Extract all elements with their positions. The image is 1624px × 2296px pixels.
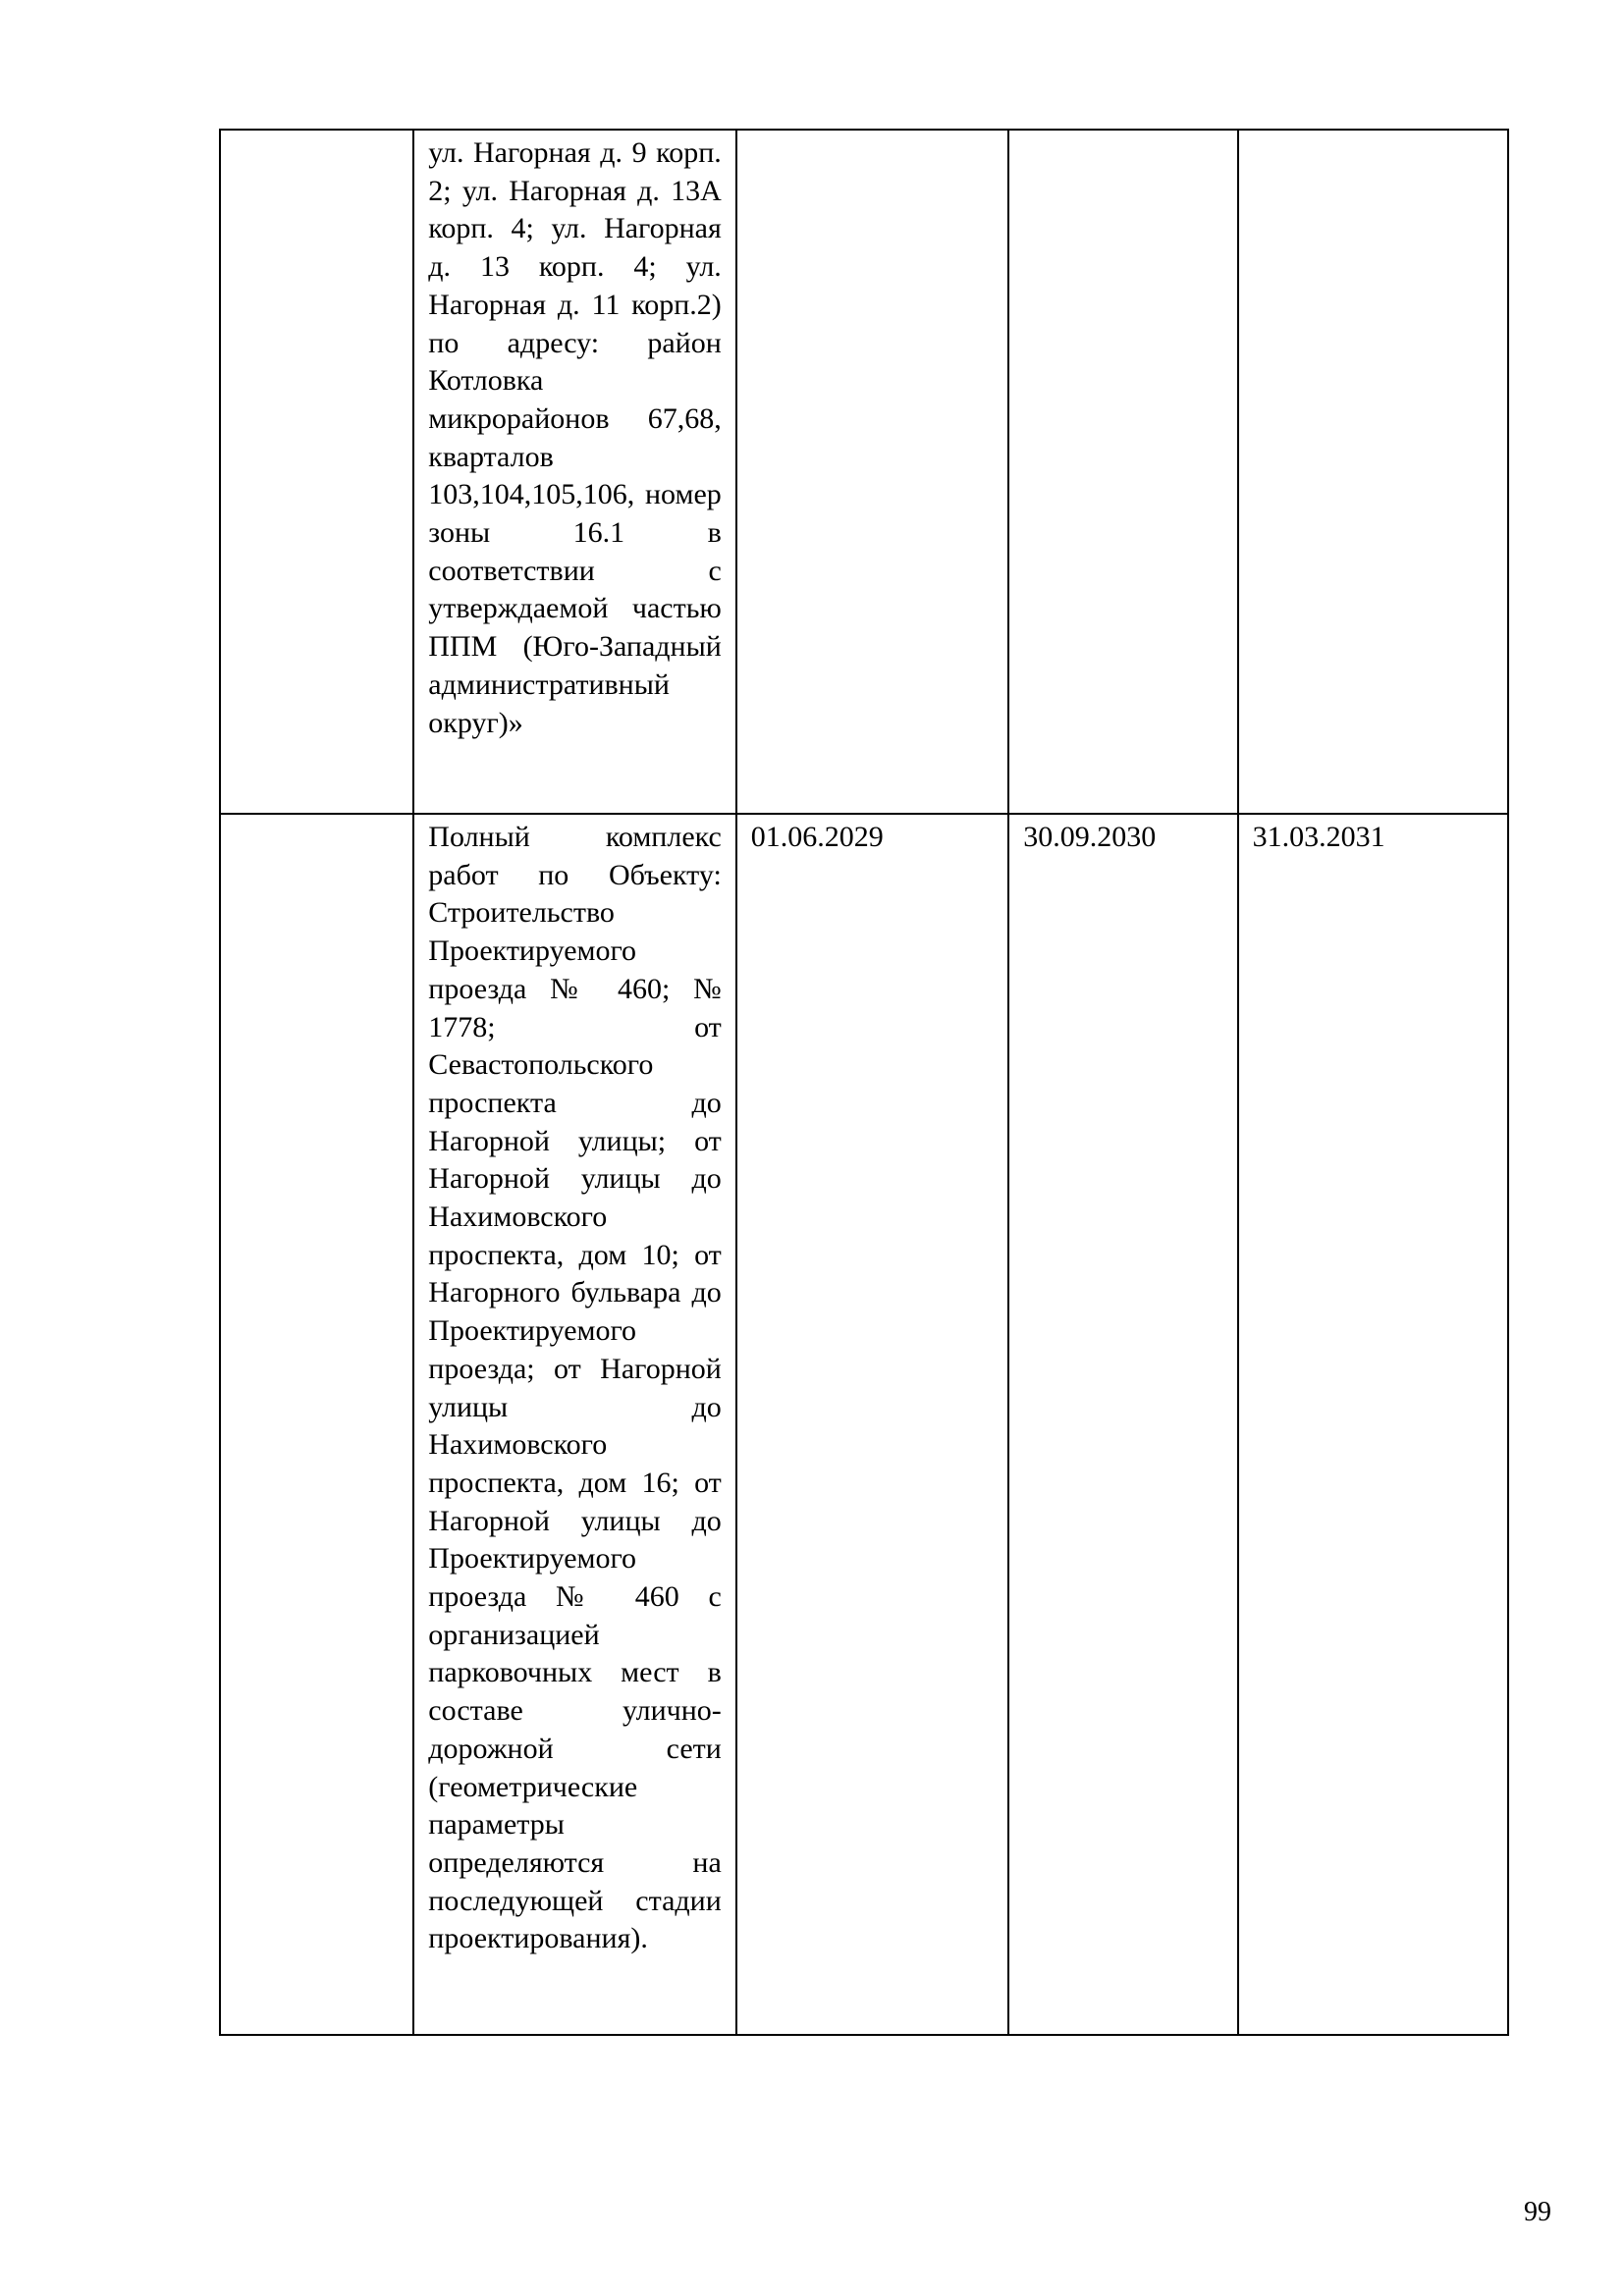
number-cell	[220, 814, 413, 2035]
end-date-cell: 31.03.2031	[1238, 814, 1508, 2035]
schedule-table	[219, 129, 1509, 2036]
start-date-cell: 01.06.2029	[736, 814, 1008, 2035]
description-cell: ул. Нагорная д. 9 корп. 2; ул. Нагорная д. 13А корп. 4; ул. Нагорная д. 13 корп. 4; ул. Нагорная д. 11 корп.2) по адресу: район Котловка микрорайонов 67,68, кварталов 103,104,105,106, номер зоны 16.1 в соответствии с утверждаемой частью ППМ (Юго-Западный административный округ)»	[413, 130, 736, 814]
mid-date-cell: 30.09.2030	[1008, 814, 1237, 2035]
table-row	[220, 814, 1508, 2035]
description-cell: Полный комплекс работ по Объекту: Строительство Проектируемого проезда № 460; № 1778; от Севастопольского проспекта до Нагорной улицы; от Нагорной улицы до Нахимовского проспекта, дом 10; от Нагорного бульвара до Проектируемого проезда; от Нагорной улицы до Нахимовского проспекта, дом 16; от Нагорной улицы до Проектируемого проезда № 460 с организацией парковочных мест в составе улично-дорожной сети (геометрические параметры определяются на последующей стадии проектирования).	[413, 814, 736, 2035]
mid-date-cell	[1008, 130, 1237, 814]
start-date-cell	[736, 130, 1008, 814]
page-number: 99	[1524, 2197, 1551, 2227]
number-cell	[220, 130, 413, 814]
table-row	[220, 130, 1508, 814]
end-date-cell	[1238, 130, 1508, 814]
